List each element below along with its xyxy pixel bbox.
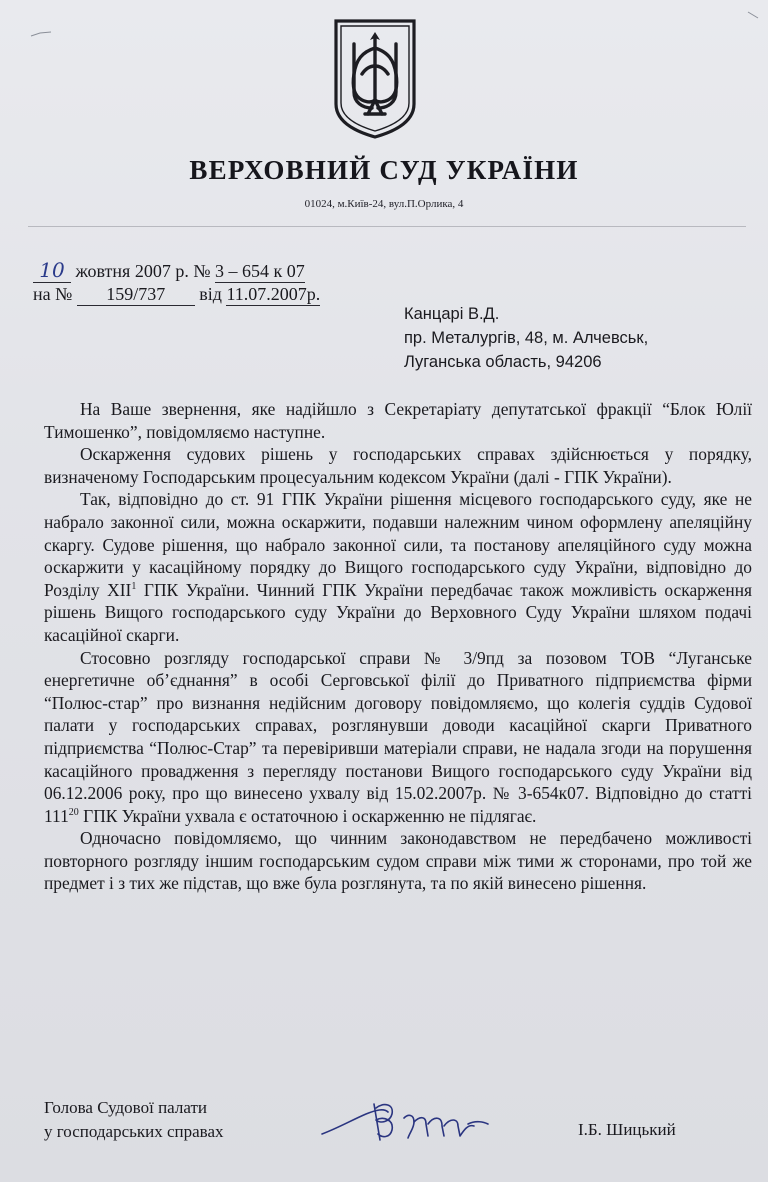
recipient-block (404, 302, 648, 374)
paragraph-3 (44, 488, 752, 646)
outgoing-number: 3 – 654 к 07 (215, 261, 305, 281)
signoff-position (44, 1096, 224, 1144)
court-address: 01024, м.Київ-24, вул.П.Орлика, 4 (304, 198, 464, 210)
paragraph-3-superscript: 1 (131, 580, 137, 592)
date-day-handwritten: 10 (39, 258, 65, 282)
header-divider (28, 226, 746, 227)
reply-from-label: від (199, 284, 222, 304)
paragraph-4-part-b: ГПК України ухвала є остаточною і оскарженню не підлягає. (78, 805, 537, 826)
paragraph-1: На Ваше звернення, яке надійшло з Секретаріату депутатської фракції “Блок Юлії Тимошенко”, повідомляємо наступне. (44, 399, 752, 442)
letter-body (44, 398, 752, 895)
reply-number: 159/737 (77, 284, 195, 306)
reply-prefix: на № (33, 284, 73, 304)
recipient-region: Луганська область, 94206 (404, 353, 602, 371)
signer-name: І.Б. Шицький (578, 1120, 676, 1139)
position-line-2: у господарських справах (44, 1122, 224, 1141)
court-name-heading: ВЕРХОВНИЙ СУД УКРАЇНИ (189, 155, 579, 185)
incoming-reference (33, 284, 320, 306)
recipient-name: Канцарі В.Д. (404, 305, 500, 323)
paragraph-4-superscript: 20 (68, 806, 79, 818)
paragraph-3-part-b: ГПК України. Чинний ГПК України передбачає також можливість оскарження рішень Вищого господарського суду України до Верховного Суду України шляхом подачі касаційної скарги. (44, 579, 752, 645)
paragraph-2: Оскарження судових рішень у господарських справах здійснюється у порядку, визначеному Господарським процесуальним кодексом України (далі - ГПК України). (44, 444, 752, 487)
position-line-1: Голова Судової палати (44, 1098, 207, 1117)
date-month-year: жовтня 2007 р. № (75, 261, 211, 281)
paragraph-4 (44, 647, 752, 828)
handwritten-signature (318, 1094, 514, 1146)
paragraph-4-part-a: Стосовно розгляду господарської справи № 3/9пд за позовом ТОВ “Луганське енергетичне об’єднання” в особі Серговської філії до Приватного підприємства фірми “Полюс-стар” про визнання недійсним договору повідомляємо, що колегія суддів Судової палати у господарських справах, розглянувши доводи касаційної скарги Приватного підприємства “Полюс-Стар” та перевіривши матеріали справи, не надала згоди на порушення касаційного провадження з перегляду постанови Вищого господарського суду України від 06.12.2006 року, про що винесено ухвалу від 15.02.2007р. № 3-654к07. Відповідно до статті 111 (44, 647, 752, 826)
pencil-mark (746, 10, 760, 20)
paragraph-3-part-a: Так, відповідно до ст. 91 ГПК України рішення місцевого господарського суду, яке не набрало законної сили, можна оскаржити, подавши належним чином оформлену апеляційну скаргу. Судове рішення, що набрало законної сили, та постанову апеляційного суду можна оскаржити у касаційному порядку до Вищого господарського суду України, відповідно до Розділу XII (44, 489, 752, 600)
recipient-street: пр. Металургів, 48, м. Алчевськ, (404, 329, 649, 347)
date-day-field (33, 258, 71, 283)
coat-of-arms-icon (332, 18, 418, 140)
outgoing-reference (33, 258, 305, 283)
pencil-mark (30, 30, 52, 38)
reply-date: 11.07.2007р. (226, 284, 321, 304)
paragraph-5: Одночасно повідомляємо, що чинним законодавством не передбачено можливості повторного розгляду іншим господарським судом справи між тими ж сторонами, про той же предмет і з тих же підстав, що вже була розглянута, та по якій винесено рішення. (44, 828, 752, 894)
